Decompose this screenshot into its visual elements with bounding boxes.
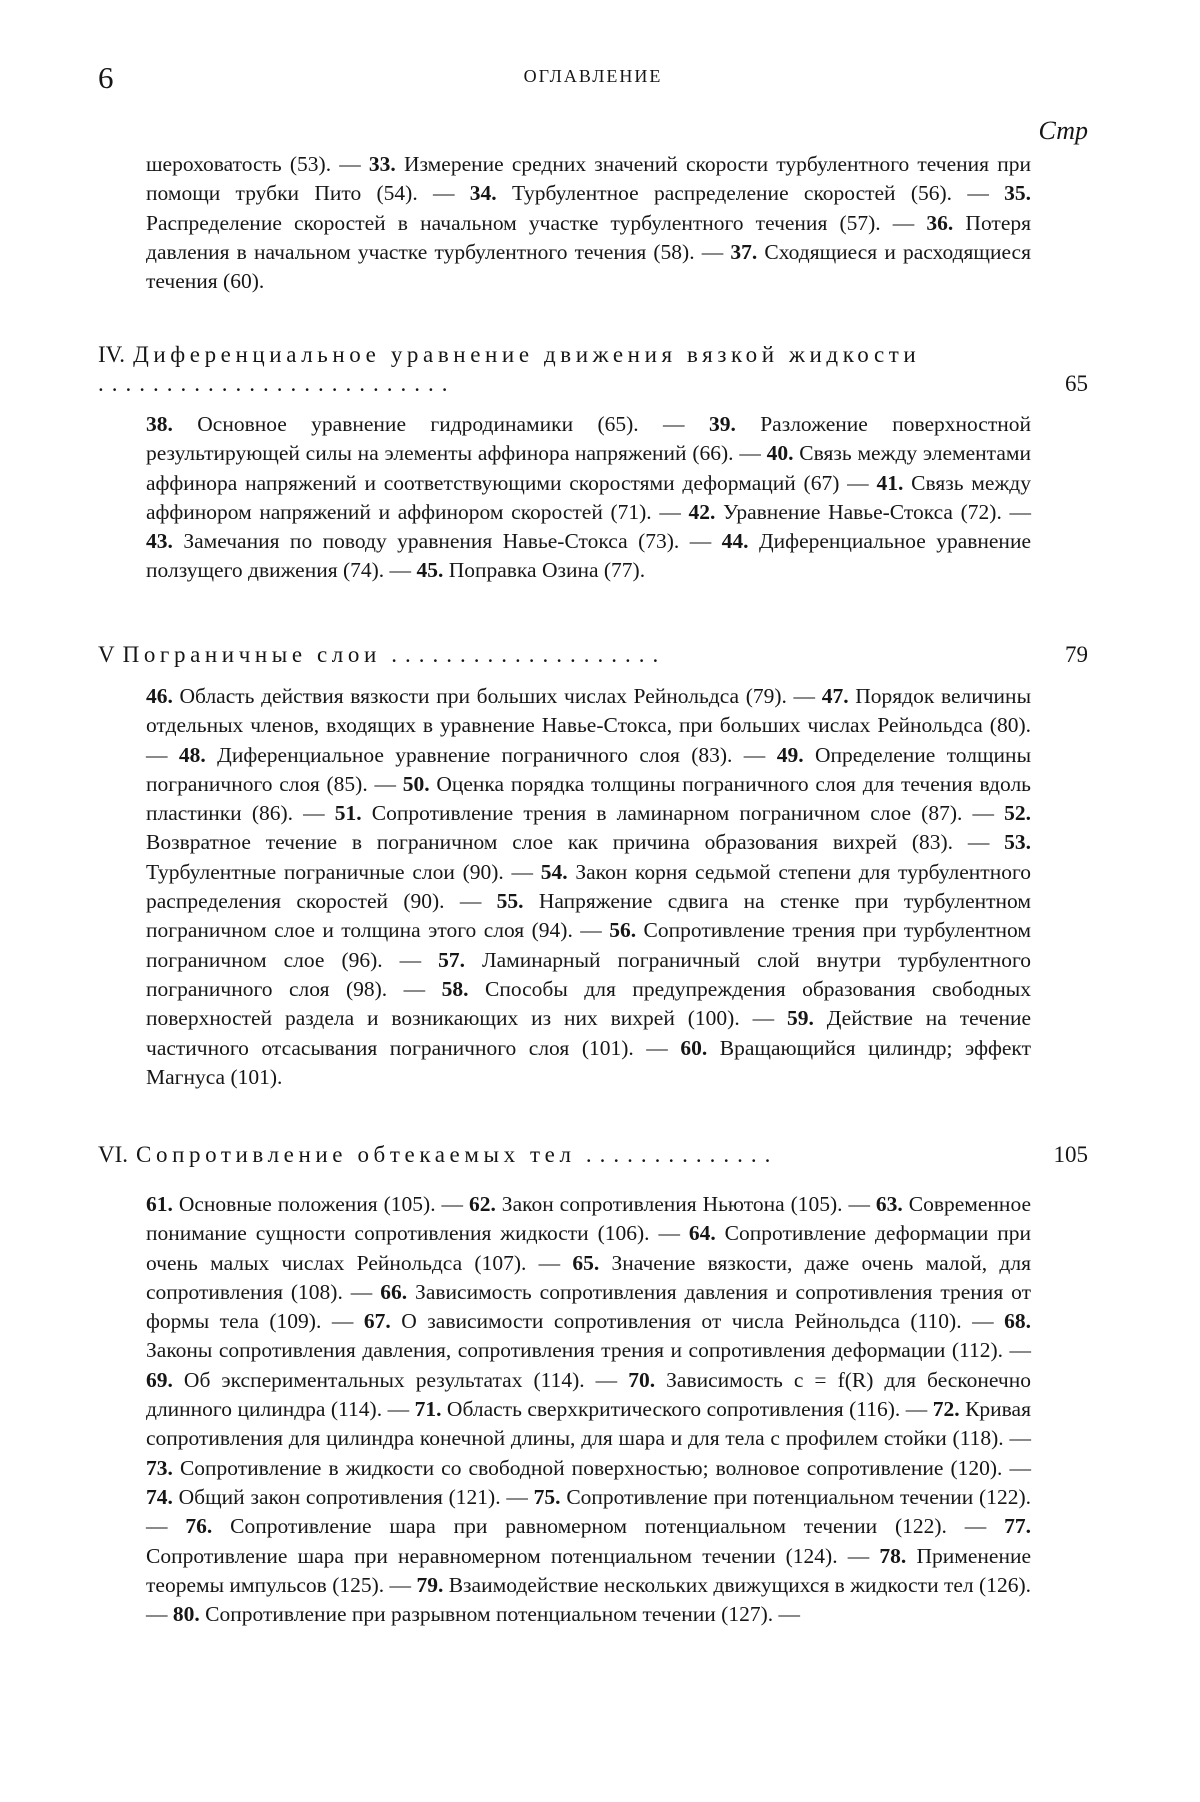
chapter-entries-iv: 38. Основное уравнение гидродинамики (65). — 39. Разложение поверхностной результирующей силы на элементы аффинора напряжений (66). — 40. Связь между элементами аффинора напряжений и соответствующими скоростями деформаций (67) — 41. Связь между аффинором напряжений и аффинором скоростей (71). — 42. Уравнение Навье-Стокса (72). — 43. Замечания по поводу уравнения Навье-Стокса (73). — 44. Диференциальное уравнение ползущего движения (74). — 45. Поправка Озина (77). xyxy=(146,412,1032,583)
chapter-title: Пограничные слои xyxy=(122,642,381,667)
chapter-entries-v: 46. Область действия вязкости при больших числах Рейнольдса (79). — 47. Порядок величины отдельных членов, входящих в уравнение Навье-Стокса, при больших числах Рейнольдса (80). — 48. Диференциальное уравнение пограничного слоя (83). — 49. Определение толщины пограничного слоя (85). — 50. Оценка порядка толщины пограничного слоя для течения вдоль пластинки (86). — 51. Сопротивление трения в ламинарном пограничном слое (87). — 52. Возвратное течение в пограничном слое как причина образования вихрей (83). — 53. Турбулентные пограничные слои (90). — 54. Закон корня седьмой степени для турбулентного распределения скоростей (90). — 55. Напряжение сдвига на стенке при турбулентном пограничном слое и толщина этого слоя (94). — 56. Сопротивление трения при турбулентном пограничном слое (96). — 57. Ламинарный пограничный слой внутри турбулентного пограничного слоя (98). — 58. Способы для предупреждения образования свободных поверхностей раздела и возникающих из них вихрей (100). — 59. Действие на течение частичного отсасывания пограничного слоя (101). — 60. Вращающийся цилиндр; эффект Магнуса (101). xyxy=(146,684,1032,1089)
chapter-title: Диференциальное уравнение движения вязкой жидкости xyxy=(133,342,921,367)
chapter-heading-v[interactable] xyxy=(98,640,1088,669)
leader-dots: .................... xyxy=(391,642,667,667)
intro-entries: шероховатость (53). — 33. Измерение средних значений скорости турбулентного течения при помощи трубки Пито (54). — 34. Турбулентное распределение скоростей (56). — 35. Распределение скоростей в начальном участке турбулентного течения (57). — 36. Потеря давления в начальном участке турбулентного течения (58). — 37. Сходящиеся и расходящиеся течения (60). xyxy=(146,152,1031,294)
chapter-number: V xyxy=(98,642,115,667)
page-number: 6 xyxy=(98,60,114,95)
leader-dots: .............. xyxy=(585,1142,779,1167)
page-column-label: Стр xyxy=(1038,116,1088,145)
chapter-number: IV. xyxy=(98,342,126,367)
chapter-heading-iv[interactable] xyxy=(98,340,1088,398)
running-title: ОГЛАВЛЕНИЕ xyxy=(523,66,663,86)
chapter-title: Сопротивление обтекаемых тел xyxy=(136,1142,576,1167)
chapter-page-ref: 65 xyxy=(1065,371,1088,396)
chapter-entries-vi: 61. Основные положения (105). — 62. Закон сопротивления Ньютона (105). — 63. Современное понимание сущности сопротивления жидкости (106). — 64. Сопротивление деформации при очень малых числах Рейнольдса (107). — 65. Значение вязкости, даже очень малой, для сопротивления (108). — 66. Зависимость сопротивления давления и сопротивления трения от формы тела (109). — 67. О зависимости сопротивления от числа Рейнольдса (110). — 68. Законы сопротивления давления, сопротивления трения и сопротивления деформации (112). — 69. Об экспериментальных результатах (114). — 70. Зависимость c = f(R) для бесконечно длинного цилиндра (114). — 71. Область сверхкритического сопротивления (116). — 72. Кривая сопротивления для цилиндра конечной длины, для шара и для тела с профилем стойки (118). — 73. Сопротивление в жидкости со свободной поверхностью; волновое сопротивление (120). — 74. Общий закон сопротивления (121). — 75. Сопротивление при потенциальном течении (122). — 76. Сопротивление шара при равномерном потенциальном течении (122). — 77. Сопротивление шара при неравномерном потенциальном течении (124). — 78. Применение теоремы импульсов (125). — 79. Взаимодействие нескольких движущихся в жидкости тел (126). — 80. Сопротивление при разрывном потенциальном течении (127). — xyxy=(146,1192,1032,1627)
chapter-page-ref: 79 xyxy=(1065,642,1088,667)
page-header xyxy=(98,60,1088,100)
chapter-page-ref: 105 xyxy=(1053,1142,1088,1167)
chapter-number: VI. xyxy=(98,1142,129,1167)
leader-dots: .......................... xyxy=(98,371,456,396)
chapter-heading-vi[interactable] xyxy=(98,1140,1088,1169)
